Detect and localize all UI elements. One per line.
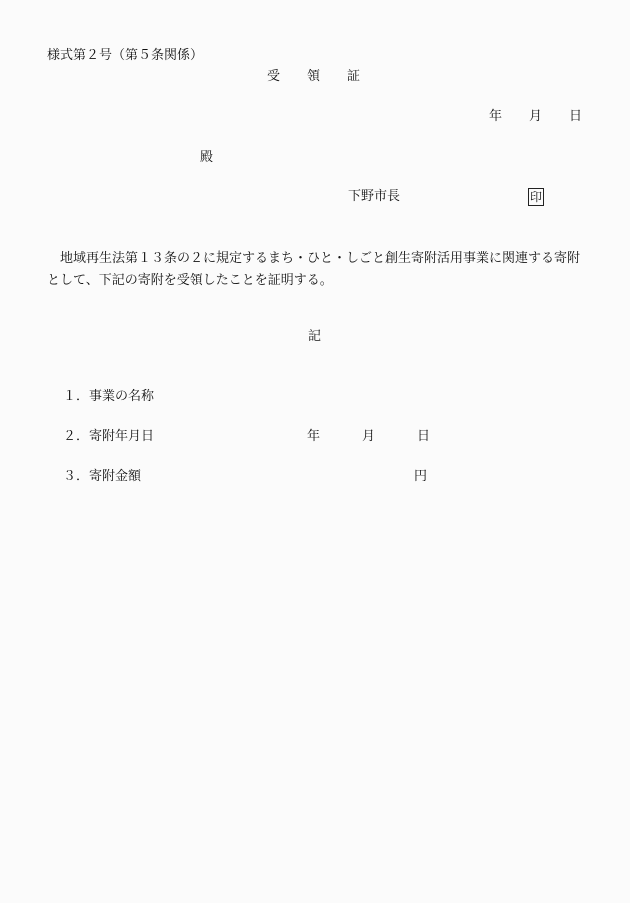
ki-heading: 記 xyxy=(308,329,322,344)
issue-date-month: 月 xyxy=(529,109,543,124)
item-donation-amount: ３．寄附金額 xyxy=(63,469,142,484)
donation-date-day: 日 xyxy=(417,429,431,444)
title-char-3: 証 xyxy=(347,69,361,84)
certification-statement: 地域再生法第１３条の２に規定するまち・ひと・しごと創生寄附活用事業に関連する寄附として、下記の寄附を受領したことを証明する。 xyxy=(47,251,581,288)
issue-date-day: 日 xyxy=(569,109,583,124)
issue-date-year: 年 xyxy=(489,109,503,124)
item-project-name: １．事業の名称 xyxy=(63,389,155,404)
title-char-1: 受 xyxy=(267,69,281,84)
document-title xyxy=(267,69,360,85)
addressee-suffix: 殿 xyxy=(200,150,214,165)
title-char-2: 領 xyxy=(307,69,321,84)
issuer-name: 下野市長 xyxy=(348,189,401,204)
donation-date-month: 月 xyxy=(362,429,376,444)
donation-date-year: 年 xyxy=(307,429,321,444)
yen-unit: 円 xyxy=(414,469,428,484)
issue-date xyxy=(489,109,582,125)
form-number: 様式第２号（第５条関係） xyxy=(47,48,204,63)
donation-date-fields xyxy=(307,429,430,445)
item-donation-date: ２．寄附年月日 xyxy=(63,429,155,444)
seal-mark: 印 xyxy=(529,190,542,204)
